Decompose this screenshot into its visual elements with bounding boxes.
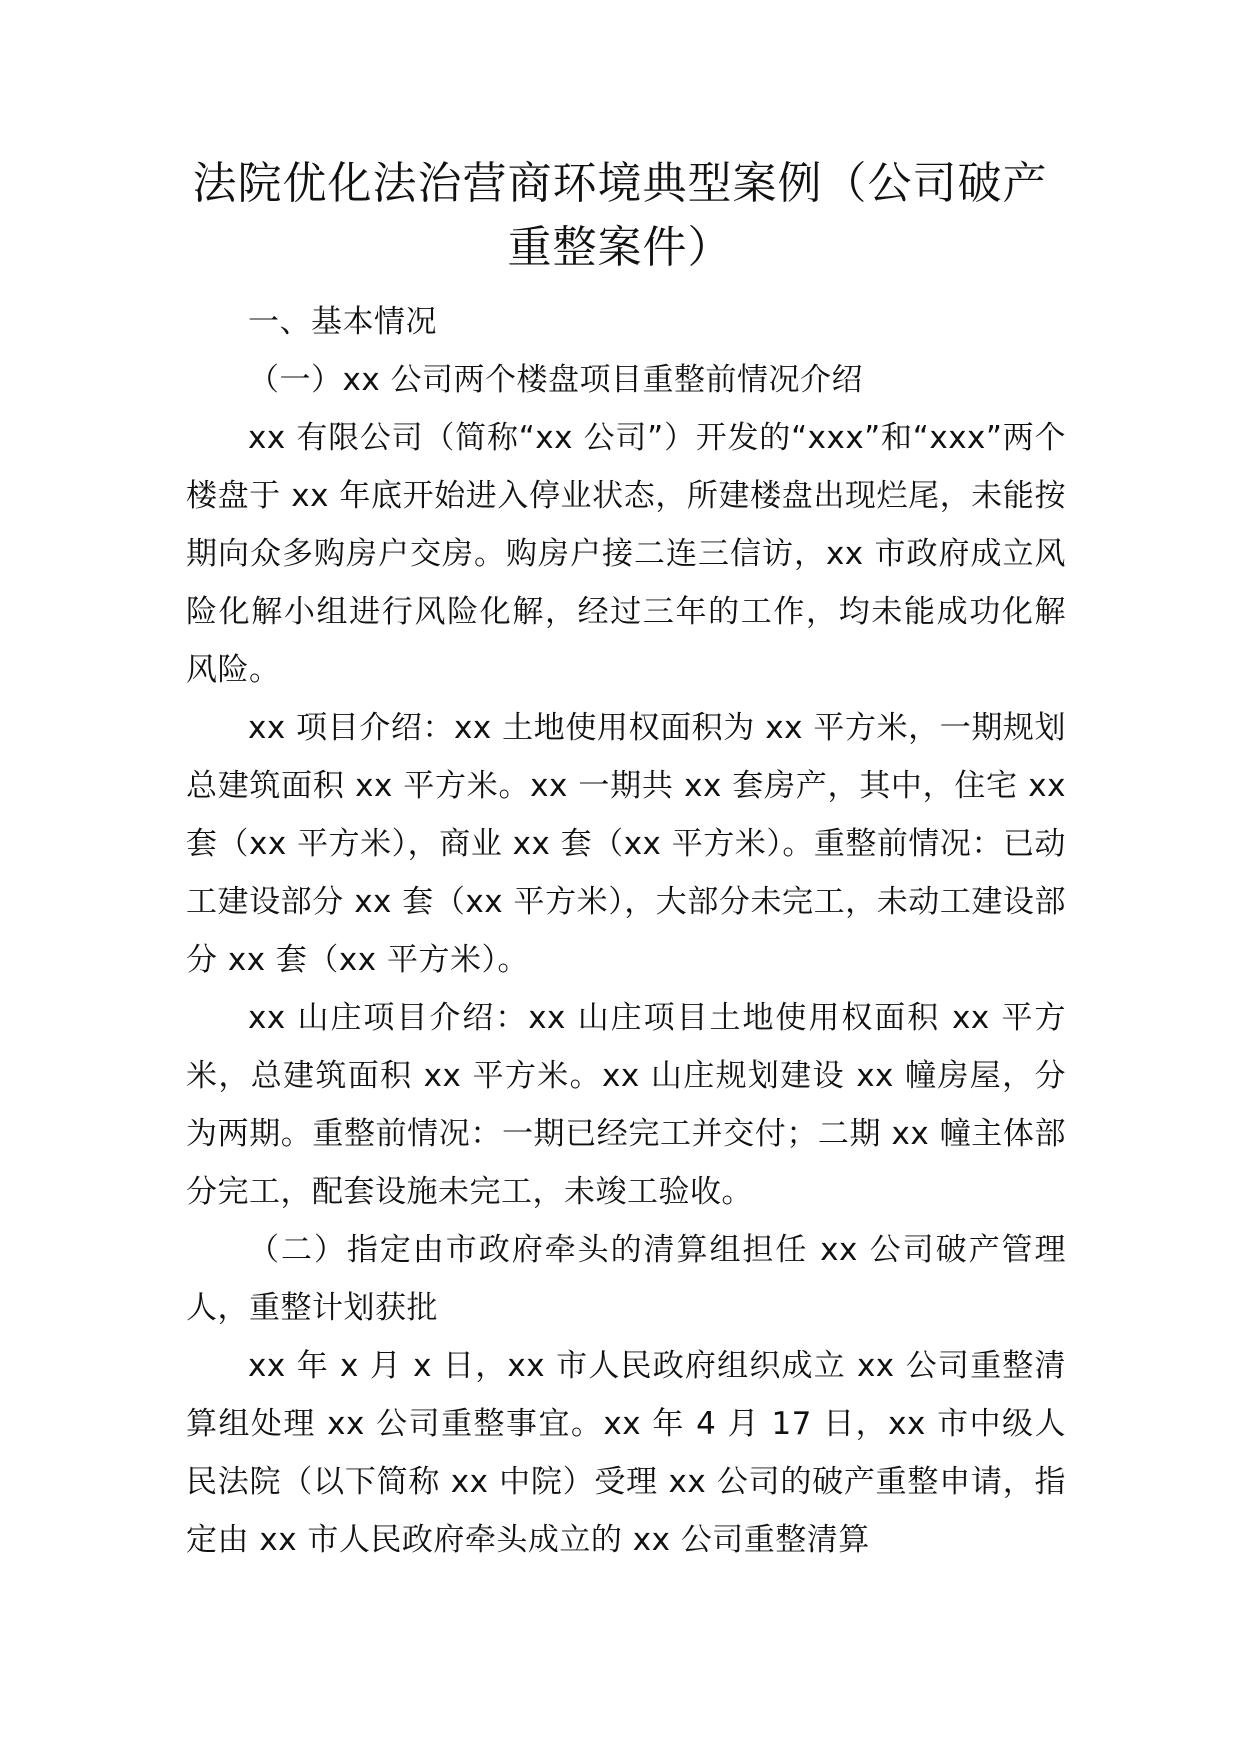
body-paragraph: xx 项目介绍：xx 土地使用权面积为 xx 平方米，一期规划总建筑面积 xx 平方米。xx 一期共 xx 套房产，其中，住宅 xx 套（xx 平方米），商业 xx 套（xx 平方米）。重整前情况：已动工建设部分 xx 套（xx 平方米），大部分未完工，未动工建设部分 xx 套（xx 平方米）。 (186, 710, 1066, 978)
document-body (186, 293, 1066, 1569)
body-paragraph: xx 山庄项目介绍：xx 山庄项目土地使用权面积 xx 平方米，总建筑面积 xx 平方米。xx 山庄规划建设 xx 幢房屋，分为两期。重整前情况：一期已经完工并交付；二期 xx 幢主体部分完工，配套设施未完工，未竣工验收。 (186, 1000, 1066, 1210)
body-paragraph: xx 年 x 月 x 日，xx 市人民政府组织成立 xx 公司重整清算组处理 xx 公司重整事宜。xx 年 4 月 17 日，xx 市中级人民法院（以下简称 xx 中院）受理 xx 公司的破产重整申请，指定由 xx 市人民政府牵头成立的 xx 公司重整清算 (186, 1348, 1066, 1558)
document-title: 法院优化法治营商环境典型案例（公司破产重整案件） (192, 158, 1048, 273)
subsection-heading-2: （二）指定由市政府牵头的清算组担任 xx 公司破产管理人，重整计划获批 (186, 1232, 1066, 1326)
subsection-heading-1: （一）xx 公司两个楼盘项目重整前情况介绍 (248, 362, 864, 398)
body-paragraph: xx 有限公司（简称“xx 公司”）开发的“xxx”和“xxx”两个楼盘于 xx 年底开始进入停业状态，所建楼盘出现烂尾，未能按期向众多购房户交房。购房户接二连三信访，xx 市政府成立风险化解小组进行风险化解，经过三年的工作，均未能成功化解风险。 (186, 420, 1066, 688)
section-heading-basic-info: 一、基本情况 (248, 304, 437, 340)
